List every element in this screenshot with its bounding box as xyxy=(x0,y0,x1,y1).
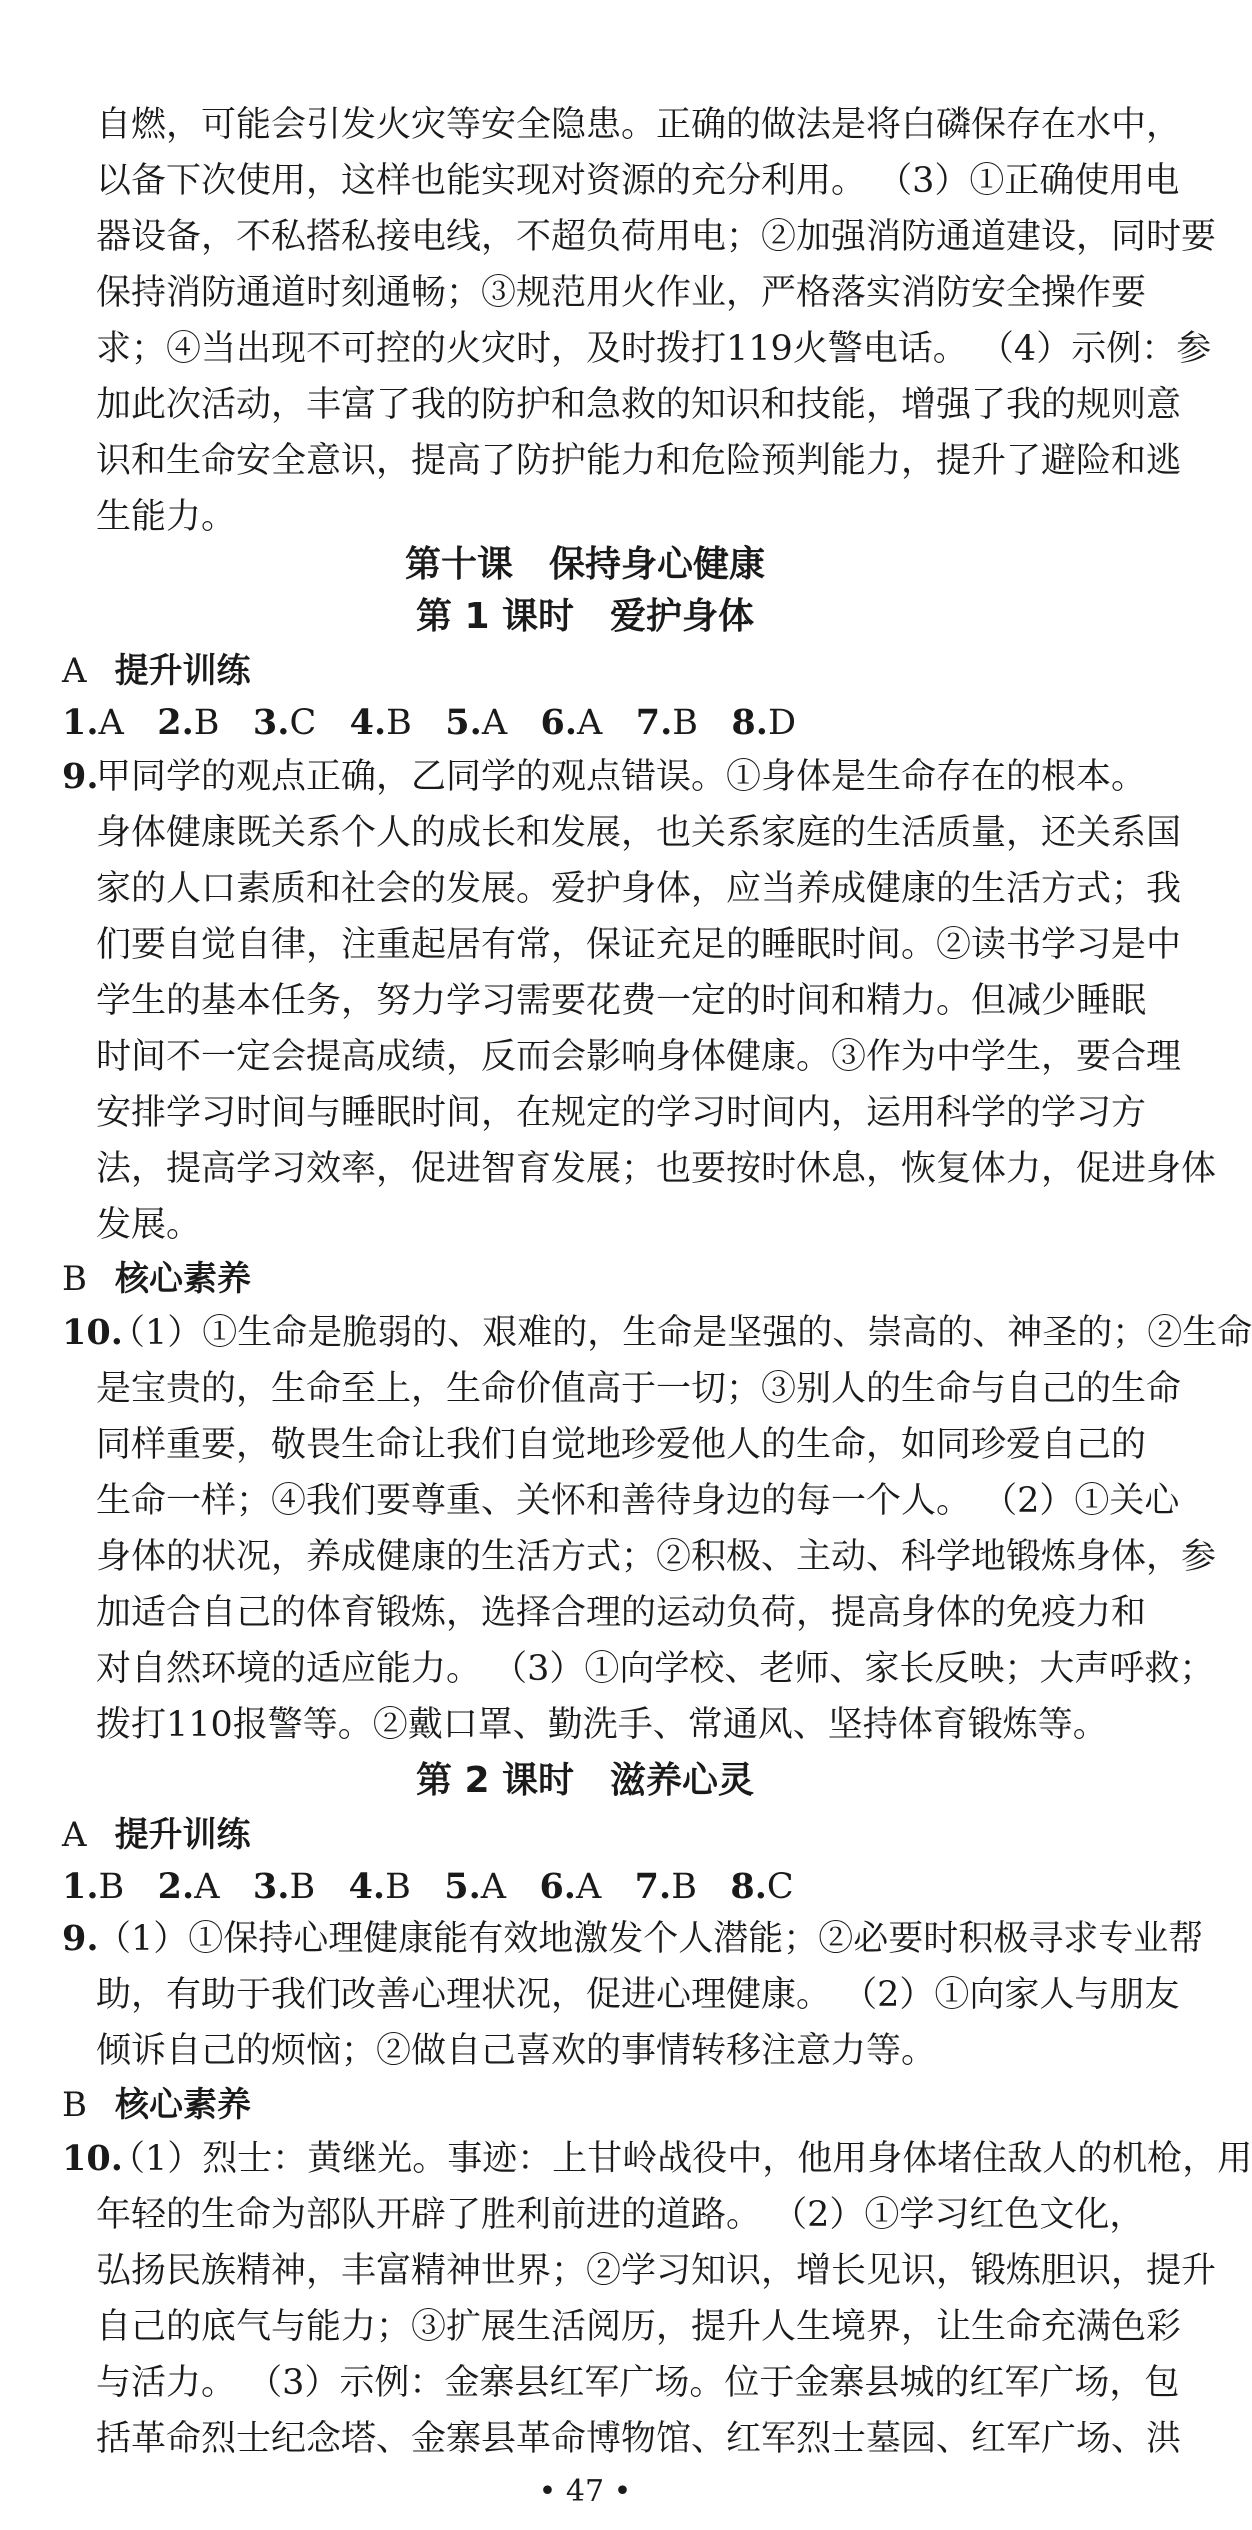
mc-answers: 1.A 2.B 3.C 4.B 5.A 6.A 7.B 8.D xyxy=(62,702,796,743)
q10-line: 括革命烈士纪念塔、金寨县革命博物馆、红军烈士墓园、红军广场、洪 xyxy=(96,2419,1182,2459)
q10-line: 身体的状况，养成健康的生活方式；②积极、主动、科学地锻炼身体，参 xyxy=(96,1537,1217,1577)
q9-line: 时间不一定会提高成绩，反而会影响身体健康。③作为中学生，要合理 xyxy=(96,1037,1182,1077)
q9-line: 家的人口素质和社会的发展。爱护身体，应当养成健康的生活方式；我 xyxy=(96,869,1182,909)
section-b-heading xyxy=(62,1254,251,1304)
q10-line: 与活力。 （3）示例：金寨县红军广场。位于金寨县城的红军广场，包 xyxy=(96,2363,1180,2403)
period1-title: 第 1 课时 爱护身体 xyxy=(415,596,755,637)
section-name: 提升训练 xyxy=(114,651,251,691)
section-letter: B xyxy=(62,2085,87,2125)
q10-line: 年轻的生命为部队开辟了胜利前进的道路。 （2）①学习红色文化， xyxy=(96,2195,1145,2235)
section-letter: B xyxy=(62,1259,87,1299)
q9-line: （1）①保持心理健康能有效地激发个人潜能；②必要时积极寻求专业帮 xyxy=(96,1919,1204,1959)
q10-line: 是宝贵的，生命至上，生命价值高于一切；③别人的生命与自己的生命 xyxy=(96,1369,1182,1409)
q9-line: 学生的基本任务，努力学习需要花费一定的时间和精力。但减少睡眠 xyxy=(96,981,1147,1021)
intro-line: 求；④当出现不可控的火灾时，及时拨打119火警电话。 （4）示例：参 xyxy=(96,329,1212,369)
q10-line: （1）①生命是脆弱的、艰难的，生命是坚强的、崇高的、神圣的；②生命 xyxy=(110,1313,1252,1353)
q10-line: 弘扬民族精神，丰富精神世界；②学习知识，增长见识，锻炼胆识，提升 xyxy=(96,2251,1217,2291)
q10-line: 自己的底气与能力；③扩展生活阅历，提升人生境界，让生命充满色彩 xyxy=(96,2307,1182,2347)
intro-line: 自燃，可能会引发火灾等安全隐患。正确的做法是将白磷保存在水中， xyxy=(96,105,1182,145)
question-number: 9. xyxy=(62,1918,99,1959)
q9-line: 身体健康既关系个人的成长和发展，也关系家庭的生活质量，还关系国 xyxy=(96,813,1182,853)
question-number: 10. xyxy=(62,2138,123,2179)
mc-answers: 1.B 2.A 3.B 4.B 5.A 6.A 7.B 8.C xyxy=(62,1866,794,1907)
section-b-heading xyxy=(62,2080,251,2130)
q10-line: 生命一样；④我们要尊重、关怀和善待身边的每一个人。 （2）①关心 xyxy=(96,1481,1180,1521)
section-letter: A xyxy=(62,1815,87,1855)
section-a-heading xyxy=(62,646,251,696)
intro-line: 识和生命安全意识，提高了防护能力和危险预判能力，提升了避险和逃 xyxy=(96,441,1182,481)
section-a-heading xyxy=(62,1810,251,1860)
lesson-title: 第十课 保持身心健康 xyxy=(404,544,765,585)
q9-line: 们要自觉自律，注重起居有常，保证充足的睡眠时间。②读书学习是中 xyxy=(96,925,1182,965)
page-number: • 47 • xyxy=(538,2474,632,2509)
intro-line: 器设备，不私搭私接电线，不超负荷用电；②加强消防通道建设，同时要 xyxy=(96,217,1217,257)
q9-line: 法，提高学习效率，促进智育发展；也要按时休息，恢复体力，促进身体 xyxy=(96,1149,1217,1189)
q10-line: 对自然环境的适应能力。 （3）①向学校、老师、家长反映；大声呼救； xyxy=(96,1649,1215,1689)
q9-line: 倾诉自己的烦恼；②做自己喜欢的事情转移注意力等。 xyxy=(96,2031,937,2071)
intro-line: 以备下次使用，这样也能实现对资源的充分利用。 （3）①正确使用电 xyxy=(96,161,1180,201)
intro-line: 加此次活动，丰富了我的防护和急救的知识和技能，增强了我的规则意 xyxy=(96,385,1182,425)
section-name: 核心素养 xyxy=(115,2085,251,2125)
question-number: 10. xyxy=(62,1312,123,1353)
period2-title: 第 2 课时 滋养心灵 xyxy=(415,1760,755,1801)
q9-line: 甲同学的观点正确，乙同学的观点错误。①身体是生命存在的根本。 xyxy=(96,757,1147,797)
intro-line: 保持消防通道时刻通畅；③规范用火作业，严格落实消防安全操作要 xyxy=(96,273,1147,313)
q10-line: 加适合自己的体育锻炼，选择合理的运动负荷，提高身体的免疫力和 xyxy=(96,1593,1147,1633)
q9-line: 安排学习时间与睡眠时间，在规定的学习时间内，运用科学的学习方 xyxy=(96,1093,1147,1133)
section-name: 核心素养 xyxy=(115,1259,251,1299)
intro-line: 生能力。 xyxy=(96,497,237,537)
section-name: 提升训练 xyxy=(114,1815,251,1855)
q10-line: 同样重要，敬畏生命让我们自觉地珍爱他人的生命，如同珍爱自己的 xyxy=(96,1425,1147,1465)
section-letter: A xyxy=(62,651,87,691)
q9-line: 助，有助于我们改善心理状况，促进心理健康。 （2）①向家人与朋友 xyxy=(96,1975,1180,2015)
q9-line: 发展。 xyxy=(96,1205,202,1245)
question-number: 9. xyxy=(62,756,99,797)
q10-line: 拨打110报警等。②戴口罩、勤洗手、常通风、坚持体育锻炼等。 xyxy=(96,1705,1108,1745)
q10-line: （1）烈士：黄继光。事迹：上甘岭战役中，他用身体堵住敌人的机枪，用 xyxy=(110,2139,1252,2179)
